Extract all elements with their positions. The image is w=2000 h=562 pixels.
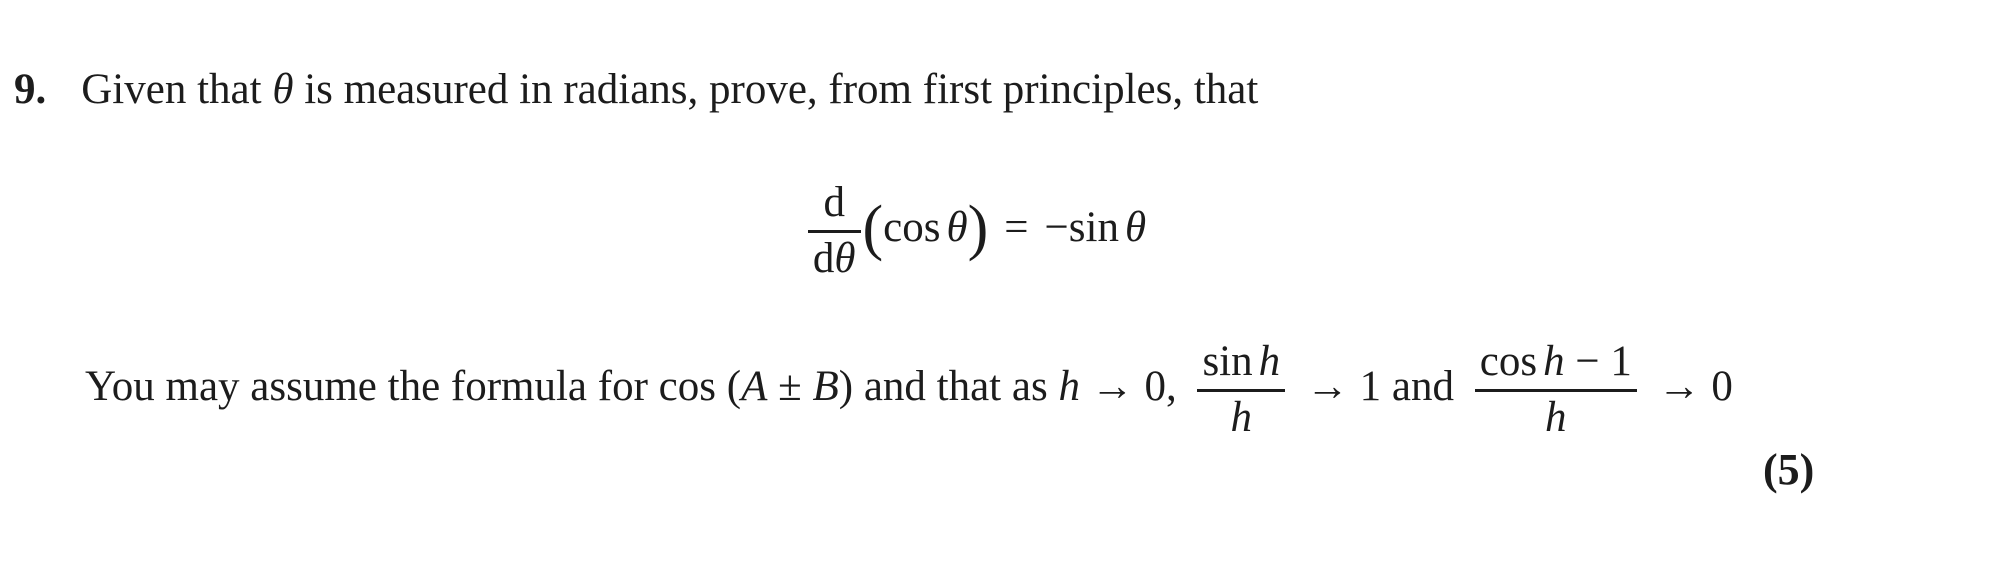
cos-fraction-numerator [1475,338,1637,389]
derivative-numerator: d [823,178,845,226]
derivative-denominator [808,233,861,283]
limit-zero-comma: 0, [1144,363,1177,410]
limit-arrow-two: → [1305,363,1349,410]
derivative-fraction [808,179,861,283]
limit-zero: 0 [1711,363,1733,410]
result-theta: θ [1124,204,1147,251]
sin-numerator-h: h [1258,337,1281,385]
question-intro-line [14,65,1258,114]
sin-fraction-numerator [1197,338,1285,389]
sin-word: sin [1202,337,1253,385]
close-paren: ) [838,363,854,410]
limit-one-and: 1 and [1359,363,1454,410]
cos-word-frac: cos [1479,337,1538,385]
sin-operator: sin [1068,204,1119,251]
variable-h: h [1058,363,1080,410]
main-formula [0,150,2000,306]
cos-operator: cos [883,204,941,251]
cos-numerator-minus-one: − 1 [1575,337,1632,385]
assumption-connect: and that as [863,363,1048,410]
intro-before-theta: Given that [81,66,262,113]
intro-after-theta: is measured in radians, prove, from first principles, that [304,66,1259,113]
sin-h-over-h-fraction [1197,338,1285,442]
theta-symbol: θ [272,66,294,113]
question-number: 9. [14,66,47,113]
cos-word: cos [658,363,716,410]
equals-sign: = [1004,204,1029,251]
cos-argument-theta: θ [946,204,968,251]
cos-fraction-denominator: h [1545,394,1567,442]
denominator-d: d [812,235,835,283]
cos-numerator-h: h [1543,337,1565,385]
marks-label: (5) [1763,445,1815,494]
variable-B: B [812,363,839,410]
assumption-line [85,324,1733,450]
left-paren: ( [862,194,884,263]
right-paren: ) [967,194,989,263]
denominator-theta: θ [834,235,856,283]
minus-sign: − [1044,204,1069,251]
cos-h-minus-1-over-h-fraction [1475,338,1637,442]
variable-A: A [741,363,768,410]
open-paren: ( [726,363,742,410]
sin-fraction-denominator: h [1230,394,1253,442]
assumption-lead: You may assume the formula for [85,363,648,410]
limit-arrow: → [1090,363,1134,410]
plus-minus-sign: ± [778,363,802,410]
limit-arrow-three: → [1657,363,1701,410]
